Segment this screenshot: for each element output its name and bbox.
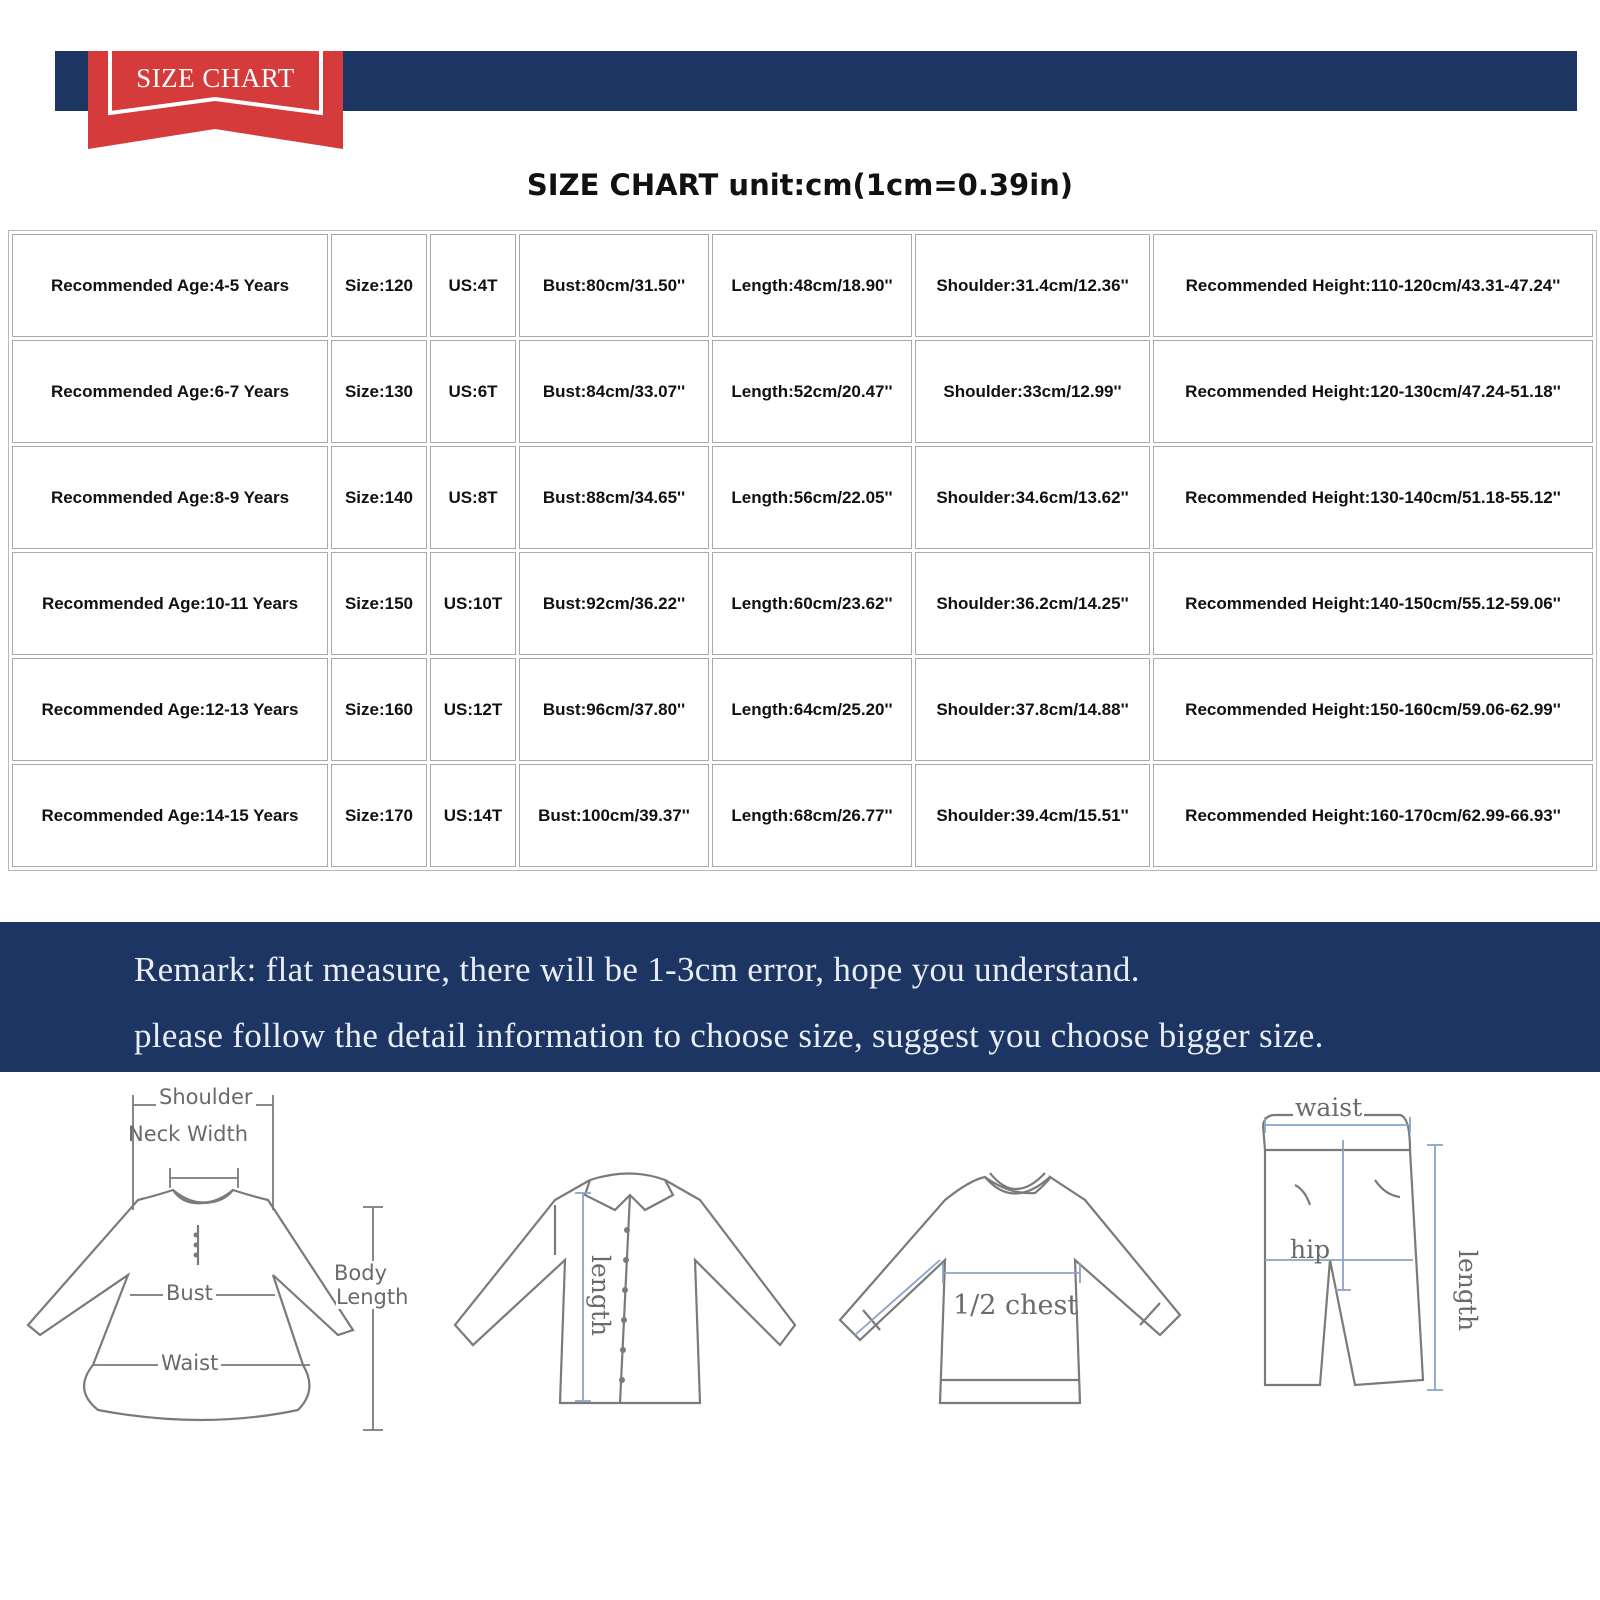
cell-age: Recommended Age:10-11 Years xyxy=(12,552,328,655)
cell-height: Recommended Height:140-150cm/55.12-59.06'' xyxy=(1153,552,1593,655)
table-row xyxy=(12,234,1593,337)
cell-length: Length:68cm/26.77'' xyxy=(712,764,912,867)
cell-height: Recommended Height:150-160cm/59.06-62.99'' xyxy=(1153,658,1593,761)
table-row xyxy=(12,658,1593,761)
shirt-diagram xyxy=(455,1085,805,1425)
dress-bust-label: Bust xyxy=(163,1281,216,1305)
cell-length: Length:64cm/25.20'' xyxy=(712,658,912,761)
cell-shoulder: Shoulder:34.6cm/13.62'' xyxy=(915,446,1150,549)
cell-height: Recommended Height:120-130cm/47.24-51.18'' xyxy=(1153,340,1593,443)
sweater-diagram xyxy=(835,1085,1195,1425)
cell-shoulder: Shoulder:31.4cm/12.36'' xyxy=(915,234,1150,337)
cell-us-size: US:6T xyxy=(430,340,516,443)
size-table xyxy=(8,230,1597,871)
remark-band xyxy=(0,922,1600,1072)
pants-diagram xyxy=(1255,1085,1495,1425)
cell-shoulder: Shoulder:36.2cm/14.25'' xyxy=(915,552,1150,655)
dress-body-label: Body xyxy=(334,1261,388,1285)
cell-shoulder: Shoulder:33cm/12.99'' xyxy=(915,340,1150,443)
cell-height: Recommended Height:110-120cm/43.31-47.24'' xyxy=(1153,234,1593,337)
cell-shoulder: Shoulder:37.8cm/14.88'' xyxy=(915,658,1150,761)
cell-length: Length:60cm/23.62'' xyxy=(712,552,912,655)
cell-age: Recommended Age:4-5 Years xyxy=(12,234,328,337)
pants-waist-label: waist xyxy=(1295,1093,1363,1122)
cell-size: Size:140 xyxy=(331,446,427,549)
cell-shoulder: Shoulder:39.4cm/15.51'' xyxy=(915,764,1150,867)
cell-age: Recommended Age:8-9 Years xyxy=(12,446,328,549)
pants-hip-label: hip xyxy=(1290,1235,1331,1264)
table-row xyxy=(12,340,1593,443)
ribbon-label: SIZE CHART xyxy=(136,63,295,93)
cell-height: Recommended Height:130-140cm/51.18-55.12'' xyxy=(1153,446,1593,549)
cell-bust: Bust:92cm/36.22'' xyxy=(519,552,709,655)
cell-size: Size:160 xyxy=(331,658,427,761)
cell-length: Length:56cm/22.05'' xyxy=(712,446,912,549)
shirt-length-label: length xyxy=(586,1255,615,1337)
pants-length-label: length xyxy=(1453,1250,1482,1332)
table-row xyxy=(12,764,1593,867)
dress-shoulder-label: Shoulder xyxy=(156,1085,256,1109)
table-row xyxy=(12,446,1593,549)
chart-title: SIZE CHART unit:cm(1cm=0.39in) xyxy=(526,168,1074,202)
cell-length: Length:48cm/18.90'' xyxy=(712,234,912,337)
remark-line-1: Remark: flat measure, there will be 1-3cm error, hope you understand. xyxy=(134,950,1140,989)
sweater-chest-label: 1/2 chest xyxy=(953,1290,1079,1321)
dress-diagram xyxy=(18,1085,418,1445)
shirt-illustration xyxy=(455,1085,805,1425)
cell-bust: Bust:84cm/33.07'' xyxy=(519,340,709,443)
cell-us-size: US:8T xyxy=(430,446,516,549)
cell-bust: Bust:88cm/34.65'' xyxy=(519,446,709,549)
table-row xyxy=(12,552,1593,655)
remark-line-2: please follow the detail information to choose size, suggest you choose bigger size. xyxy=(134,1016,1324,1055)
cell-us-size: US:4T xyxy=(430,234,516,337)
cell-bust: Bust:100cm/39.37'' xyxy=(519,764,709,867)
cell-us-size: US:10T xyxy=(430,552,516,655)
cell-size: Size:130 xyxy=(331,340,427,443)
cell-us-size: US:14T xyxy=(430,764,516,867)
cell-bust: Bust:80cm/31.50'' xyxy=(519,234,709,337)
dress-length-label: Length xyxy=(336,1285,409,1309)
cell-us-size: US:12T xyxy=(430,658,516,761)
cell-length: Length:52cm/20.47'' xyxy=(712,340,912,443)
cell-size: Size:120 xyxy=(331,234,427,337)
dress-neck-width-label: Neck Width xyxy=(128,1122,249,1146)
dress-waist-label: Waist xyxy=(158,1351,221,1375)
cell-age: Recommended Age:14-15 Years xyxy=(12,764,328,867)
size-chart-ribbon xyxy=(88,51,343,151)
cell-size: Size:170 xyxy=(331,764,427,867)
cell-age: Recommended Age:6-7 Years xyxy=(12,340,328,443)
sweater-illustration xyxy=(835,1085,1195,1425)
cell-height: Recommended Height:160-170cm/62.99-66.93'' xyxy=(1153,764,1593,867)
cell-size: Size:150 xyxy=(331,552,427,655)
cell-age: Recommended Age:12-13 Years xyxy=(12,658,328,761)
cell-bust: Bust:96cm/37.80'' xyxy=(519,658,709,761)
